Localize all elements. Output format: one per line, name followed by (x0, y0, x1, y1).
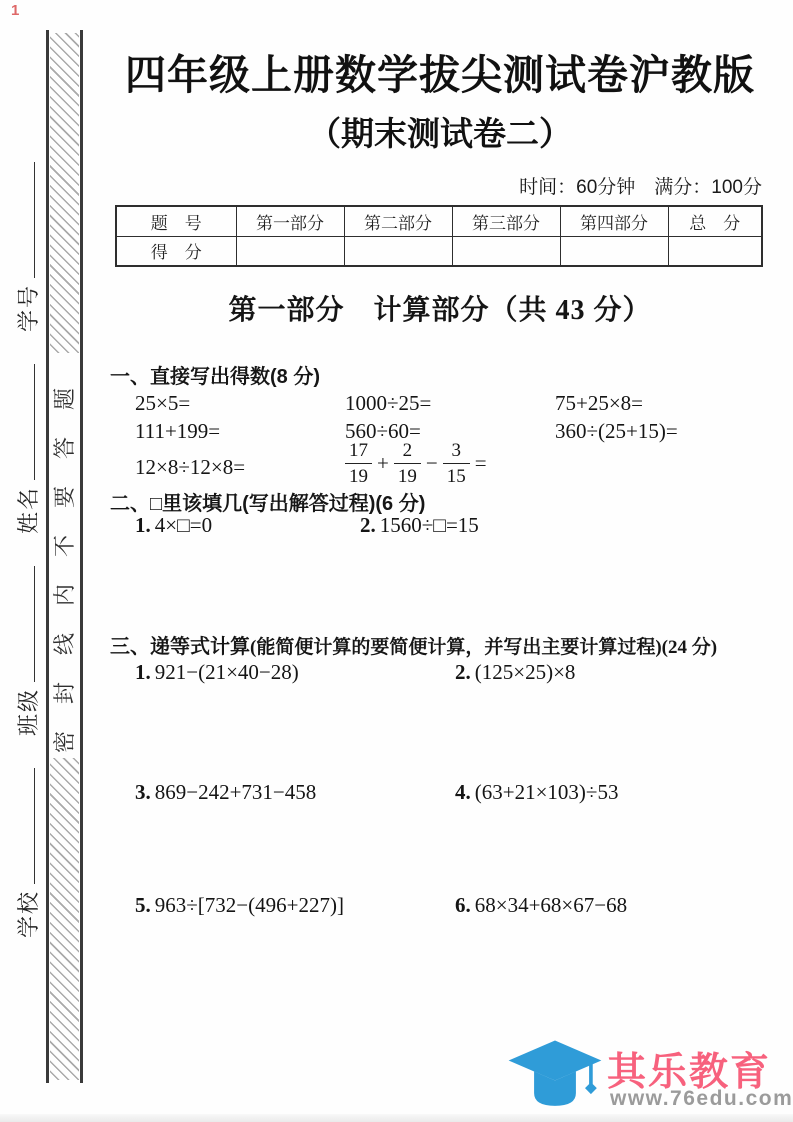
fraction-3: $\frac{3}{15}$ (443, 441, 470, 486)
class-label: 班级 (15, 688, 41, 737)
q2-row (100, 513, 780, 541)
score-label-cell: 得 分 (116, 236, 236, 266)
question3-title: 三、递等式计算(能简便计算的要简便计算，并写出主要计算过程)(24 分) (110, 636, 718, 658)
paper-subtitle: （期末测试卷二） (308, 115, 572, 152)
question-number-header: 题 号 (116, 206, 236, 236)
q1-problem-7: 12×8÷12×8= (135, 455, 246, 479)
main-content (100, 0, 780, 1122)
q3-item-6: 6. 68×34+68×67−68 (455, 893, 628, 917)
part1-header: 第一部分 (236, 206, 344, 236)
score-table (115, 205, 763, 267)
part1-score-cell (236, 236, 344, 266)
q3-item-5: 5. 963÷[732−(496+227)] (135, 893, 344, 917)
paper-title: 四年级上册数学拔尖测试卷沪教版 (125, 52, 755, 98)
fraction-operator-minus: − (425, 451, 438, 475)
total-score-cell (668, 236, 762, 266)
seal-hatch-bottom (50, 758, 79, 1080)
part3-score-cell (452, 236, 560, 266)
fraction-2: $\frac{2}{19}$ (394, 441, 421, 486)
score-table-score-row (116, 236, 762, 266)
question1-title: 一、直接写出得数(8 分) (110, 366, 320, 388)
part2-score-cell (344, 236, 452, 266)
q1-problem-6: 360÷(25+15)= (555, 419, 678, 443)
q1-problem-3: 75+25×8= (555, 391, 644, 415)
q1-problem-2: 1000÷25= (345, 391, 432, 415)
part2-header: 第二部分 (344, 206, 452, 236)
q2-item-2: 2. 1560÷□=15 (360, 513, 479, 537)
student-info-fields (5, 150, 49, 950)
class-blank-line (19, 566, 35, 682)
section1-heading: 第一部分 计算部分（共 43 分） (228, 295, 652, 326)
brand-name: 其乐教育 (607, 1051, 772, 1094)
q2-item-1: 1. 4×□=0 (135, 513, 213, 537)
graduation-cap-icon (505, 1036, 605, 1114)
q1-problem-4: 111+199= (135, 419, 221, 443)
q3-item-3: 3. 869−242+731−458 (135, 780, 317, 804)
q1-row3 (100, 440, 780, 487)
q3-item-2: 2. (125×25)×8 (455, 660, 576, 684)
fraction-equals-sign: = (474, 451, 487, 475)
q3-row3 (100, 893, 780, 921)
q1-problem-5: 560÷60= (345, 419, 421, 443)
fraction-operator-plus: + (377, 451, 389, 475)
part3-header: 第三部分 (452, 206, 560, 236)
time-score-info: 时间：60分钟 满分：100分 (519, 177, 762, 198)
school-label: 学校 (15, 890, 41, 939)
question2-title: 二、□里该填几(写出解答过程)(6 分) (110, 493, 426, 515)
student-id-blank-line (19, 162, 35, 278)
total-score-header: 总 分 (668, 206, 762, 236)
q3-item-4: 4. (63+21×103)÷53 (455, 780, 619, 804)
page-number: 1 (11, 2, 20, 19)
q3-item-1: 1. 921−(21×40−28) (135, 660, 299, 684)
scan-edge-shadow (0, 1114, 793, 1122)
q1-problem-1: 25×5= (135, 391, 191, 415)
q1-problem-8-fraction-expression (345, 441, 492, 486)
q3-row2 (100, 780, 780, 808)
brand-url: www.76edu.com (610, 1087, 793, 1110)
name-label: 姓名 (15, 485, 41, 534)
q1-row1 (100, 391, 780, 419)
fraction-1: $\frac{17}{19}$ (345, 441, 372, 486)
school-blank-line (19, 768, 35, 884)
name-blank-line (19, 364, 35, 480)
student-id-label: 学号 (15, 283, 41, 332)
seal-line-text: 密封线内不要答题 (52, 361, 77, 754)
seal-hatch-top (50, 33, 79, 353)
q3-row1 (100, 660, 780, 688)
score-table-header-row (116, 206, 762, 236)
question3-note: (能简便计算的要简便计算，并写出主要计算过程)(24 分) (250, 637, 718, 658)
part4-header: 第四部分 (560, 206, 668, 236)
part4-score-cell (560, 236, 668, 266)
